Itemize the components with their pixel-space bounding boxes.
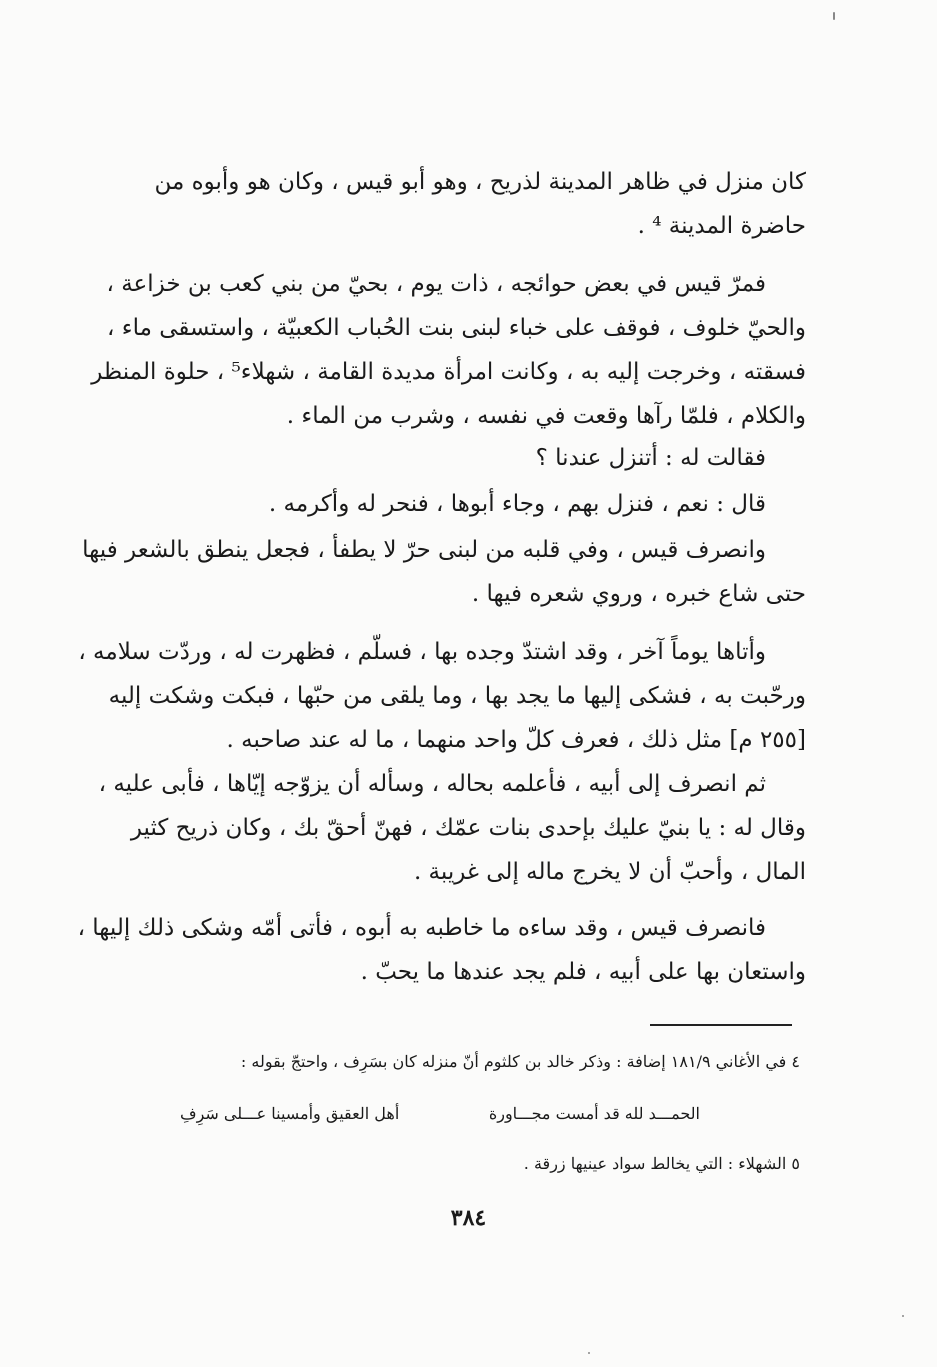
paragraph-6 xyxy=(78,630,806,762)
paragraph-5 xyxy=(82,528,806,616)
footnote-verse xyxy=(180,1102,700,1126)
page-number: ٣٨٤ xyxy=(450,1205,487,1231)
footnote-5 xyxy=(160,1152,800,1176)
text-line: وقال له : يا بنيّ عليك بإحدى بنات عمّك ، فهنّ أحقّ بك ، وكان ذريح كثير xyxy=(130,815,806,841)
text-line: والحيّ خلوف ، فوقف على خباء لبنى بنت الحُباب الكعبيّة ، واستسقى ماء ، xyxy=(107,315,806,341)
footnote-text: ٤ في الأغاني ١٨١/٩ إضافة : وذكر خالد بن كلثوم أنّ منزله كان بسَرِف ، واحتجّ بقوله : xyxy=(240,1052,800,1071)
text-line: حتى شاع خبره ، وروي شعره فيها . xyxy=(471,581,806,607)
text-line: حاضرة المدينة ⁴ . xyxy=(637,213,806,239)
text-line: المال ، وأحبّ أن لا يخرج ماله إلى غريبة . xyxy=(413,859,806,885)
scan-speck xyxy=(588,1352,590,1354)
text-line: ورحّبت به ، فشكى إليها ما يجد بها ، وما يلقى من حبّها ، فبكت وشكت إليه xyxy=(108,683,806,709)
scan-speck xyxy=(833,12,835,20)
paragraph-2 xyxy=(91,262,806,438)
footnote-separator xyxy=(650,1024,792,1026)
paragraph-1 xyxy=(130,160,806,248)
text-line: [٢٥٥ م] مثل ذلك ، فعرف كلّ واحد منهما ، ما له عند صاحبه . xyxy=(226,727,806,753)
text-line: والكلام ، فلمّا رآها وقعت في نفسه ، وشرب من الماء . xyxy=(286,403,806,429)
text-line: واستعان بها على أبيه ، فلم يجد عندها ما يحبّ . xyxy=(360,959,806,985)
verse-second-hemistich: أهل العقيق وأمسينا عـــلى سَرِفِ xyxy=(180,1104,400,1123)
scan-speck xyxy=(902,1315,904,1317)
verse-first-hemistich: الحمـــد لله قد أمست مجـــاورة xyxy=(488,1104,700,1123)
paragraph-3 xyxy=(130,436,806,480)
text-line: وأتاها يوماً آخر ، وقد اشتدّ وجده بها ، فسلّم ، فظهرت له ، وردّت سلامه ، xyxy=(78,639,766,665)
paragraph-7 xyxy=(98,762,806,894)
text-line: قال : نعم ، فنزل بهم ، وجاء أبوها ، فنحر له وأكرمه . xyxy=(268,491,766,517)
paragraph-4 xyxy=(130,482,806,526)
text-line: كان منزل في ظاهر المدينة لذريح ، وهو أبو قيس ، وكان هو وأبوه من xyxy=(154,169,806,195)
text-line: وانصرف قيس ، وفي قلبه من لبنى حرّ لا يطفأ ، فجعل ينطق بالشعر فيها xyxy=(82,537,766,563)
text-line: فسقته ، وخرجت إليه به ، وكانت امرأة مديدة القامة ، شهلاء⁵ ، حلوة المنظر xyxy=(91,359,806,385)
footnote-4 xyxy=(160,1050,800,1074)
footnote-text: ٥ الشهلاء : التي يخالط سواد عينيها زرقة . xyxy=(523,1154,800,1173)
text-line: فانصرف قيس ، وقد ساءه ما خاطبه به أبوه ، فأتى أمّه وشكى ذلك إليها ، xyxy=(77,915,766,941)
paragraph-8 xyxy=(77,906,806,994)
text-line: فمرّ قيس في بعض حوائجه ، ذات يوم ، بحيّ من بني كعب بن خزاعة ، xyxy=(106,271,766,297)
text-line: فقالت له : أتنزل عندنا ؟ xyxy=(535,445,766,471)
text-line: ثم انصرف إلى أبيه ، فأعلمه بحاله ، وسأله أن يزوّجه إيّاها ، فأبى عليه ، xyxy=(98,771,766,797)
